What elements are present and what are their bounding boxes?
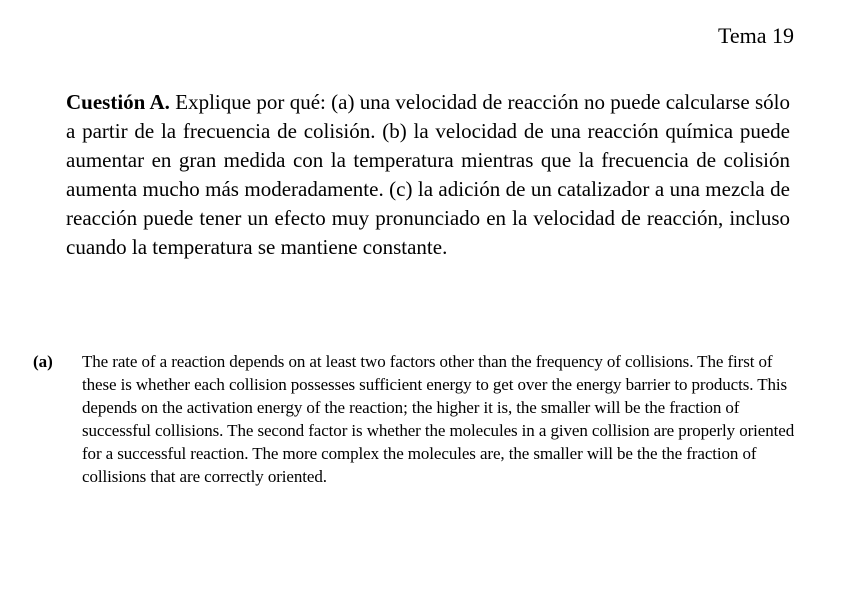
question-text: Explique por qué: (a) una velocidad de reacción no puede calcularse sólo a partir de la frecuencia de colisión. (b) la velocidad de una reacción química puede aumentar en gran medida con la temperatura mientras que la frecuencia de colisión aumenta mucho más moderadamente. (c) la adición de un catalizador a una mezcla de reacción puede tener un efecto muy pronunciado en la velocidad de reacción, incluso cuando la temperatura se mantiene constante.	[66, 90, 790, 259]
answer-text: The rate of a reaction depends on at least two factors other than the frequency of collisions. The first of these is whether each collision possesses sufficient energy to get over the energy barrier to products. This depends on the activation energy of the reaction; the higher it is, the smaller will be the fraction of successful collisions. The second factor is whether the molecules in a given collision are properly oriented for a successful reaction. The more complex the molecules are, the smaller will be the the fraction of collisions that are correctly oriented.	[82, 352, 795, 486]
question-label: Cuestión A.	[66, 90, 170, 114]
question-paragraph	[66, 88, 790, 262]
page-header-title: Tema 19	[717, 23, 794, 48]
answer-part-label: (a)	[33, 352, 53, 371]
